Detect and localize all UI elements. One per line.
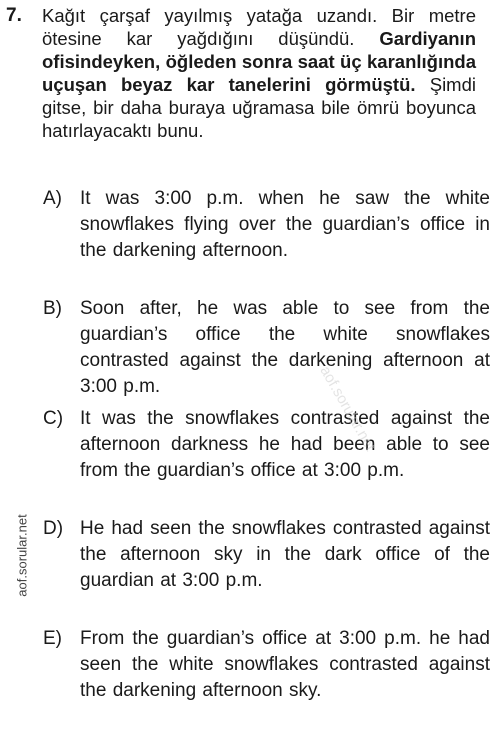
option-letter: D) — [43, 518, 64, 539]
option-letter: C) — [43, 408, 64, 429]
option-b[interactable] — [0, 296, 492, 406]
answer-options — [0, 186, 492, 736]
option-e[interactable] — [0, 626, 492, 736]
option-text: It was 3:00 p.m. when he saw the white snowflakes flying over the guardian’s office in the darkening afternoon. — [80, 188, 490, 261]
option-letter: A) — [43, 188, 62, 209]
option-text: Soon after, he was able to see from the guardian’s office the white snowflakes contrasted against the darkening afternoon at 3:00 p.m. — [80, 298, 490, 397]
question-number: 7. — [6, 5, 22, 26]
option-text: He had seen the snowflakes contrasted against the afternoon sky in the dark office of the guardian at 3:00 p.m. — [80, 518, 490, 591]
question-text-bold: Gardiyanın ofisindeyken, öğleden sonra saat üç karanlığında uçuşan beyaz kar tanelerini görmüştü. — [42, 28, 476, 95]
option-text: From the guardian’s office at 3:00 p.m. he had seen the white snowflakes contrasted against the darkening afternoon sky. — [80, 628, 490, 701]
option-text: It was the snowflakes contrasted against the afternoon darkness he had been able to see from the guardian’s office at 3:00 p.m. — [80, 408, 490, 481]
question-text-part2: Şimdi gitse, bir daha buraya uğramasa bile ömrü boyunca hatırlayacaktı bunu. — [42, 74, 476, 141]
option-d[interactable] — [0, 516, 492, 626]
diagonal-watermark: aof.sorular.net — [316, 363, 379, 454]
question-text — [42, 4, 476, 142]
option-letter: E) — [43, 628, 62, 649]
option-c[interactable] — [0, 406, 492, 516]
side-watermark: aof.sorular.net — [14, 514, 30, 597]
question-text-part1: Kağıt çarşaf yayılmış yatağa uzandı. Bir metre ötesine kar yağdığını düşündü. — [42, 5, 476, 49]
option-a[interactable] — [0, 186, 492, 296]
option-letter: B) — [43, 298, 62, 319]
